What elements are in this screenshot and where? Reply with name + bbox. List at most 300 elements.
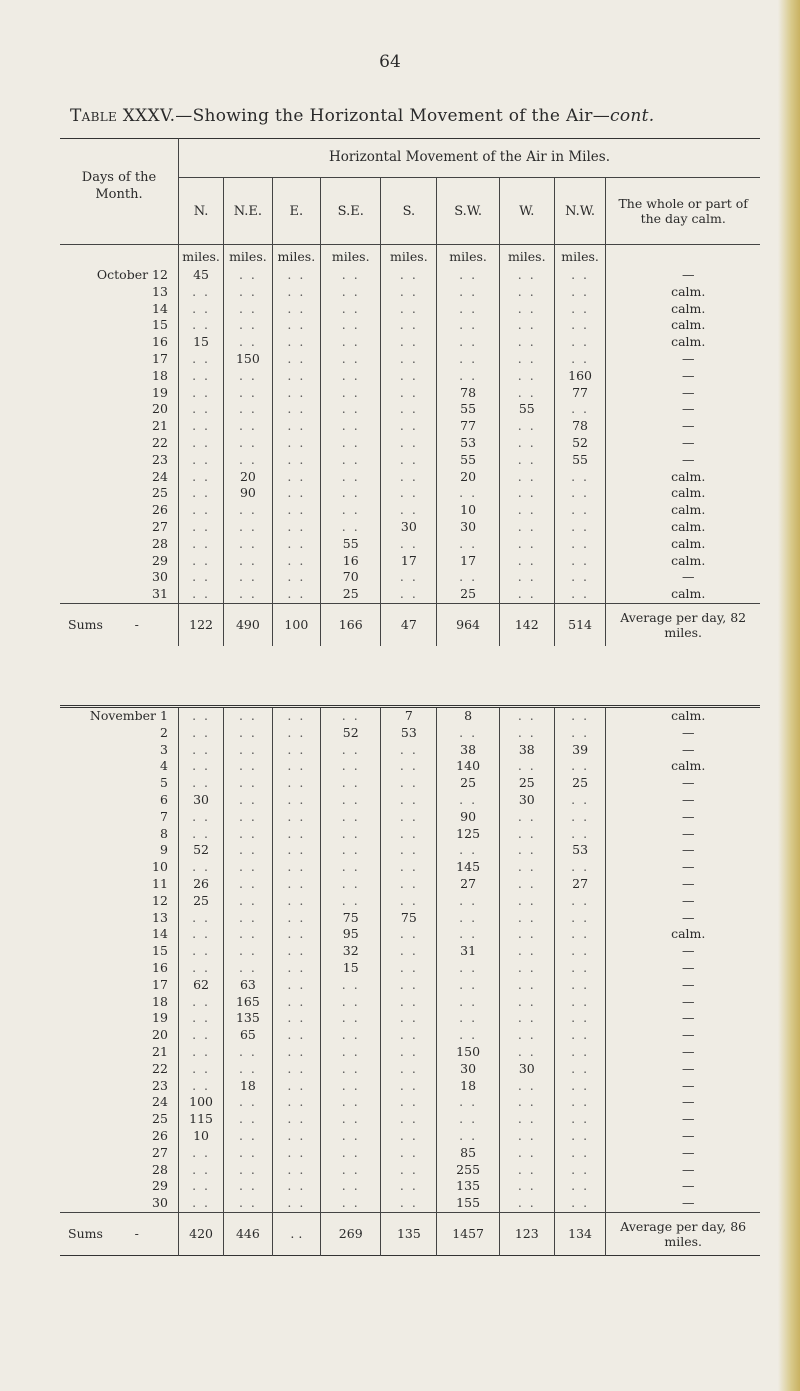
- value-cell: 30: [437, 1061, 499, 1078]
- empty-cell: . .: [272, 1094, 320, 1111]
- direction-header: N.E.: [224, 178, 272, 245]
- empty-cell: . .: [272, 960, 320, 977]
- empty-cell: . .: [272, 842, 320, 859]
- table-row: [60, 452, 760, 469]
- value-cell: 155: [437, 1195, 499, 1212]
- empty-cell: . .: [554, 284, 606, 301]
- empty-cell: . .: [321, 301, 381, 318]
- empty-cell: . .: [178, 1178, 223, 1195]
- empty-cell: . .: [499, 893, 554, 910]
- empty-cell: . .: [224, 943, 272, 960]
- day-label: 20: [152, 1027, 168, 1043]
- empty-cell: . .: [437, 960, 499, 977]
- empty-cell: . .: [554, 926, 606, 943]
- value-cell: 53: [437, 435, 499, 452]
- empty-cell: . .: [272, 859, 320, 876]
- day-label: 29: [152, 552, 168, 568]
- empty-cell: . .: [554, 469, 606, 486]
- sum-value: 269: [321, 1212, 381, 1255]
- empty-cell: . .: [381, 502, 437, 519]
- empty-cell: . .: [272, 809, 320, 826]
- empty-cell: . .: [272, 519, 320, 536]
- empty-cell: . .: [272, 1178, 320, 1195]
- calm-column-header: The whole or part of the day calm.: [606, 178, 760, 245]
- empty-cell: . .: [321, 1162, 381, 1179]
- empty-cell: . .: [554, 485, 606, 502]
- empty-cell: . .: [178, 742, 223, 759]
- empty-cell: . .: [499, 943, 554, 960]
- empty-cell: . .: [381, 469, 437, 486]
- empty-cell: . .: [381, 401, 437, 418]
- empty-cell: . .: [499, 1195, 554, 1212]
- empty-cell: . .: [381, 1078, 437, 1095]
- empty-cell: . .: [321, 707, 381, 725]
- value-cell: 78: [554, 418, 606, 435]
- calm-cell: calm.: [606, 536, 760, 553]
- calm-cell: —: [606, 960, 760, 977]
- calm-cell: —: [606, 1010, 760, 1027]
- empty-cell: . .: [178, 368, 223, 385]
- empty-cell: . .: [554, 301, 606, 318]
- value-cell: 10: [437, 502, 499, 519]
- table-row: [60, 859, 760, 876]
- empty-cell: . .: [499, 536, 554, 553]
- calm-cell: —: [606, 1044, 760, 1061]
- table-row: [60, 1111, 760, 1128]
- day-label: 9: [160, 842, 168, 858]
- empty-cell: . .: [554, 553, 606, 570]
- october-table: [60, 138, 760, 646]
- empty-cell: . .: [224, 301, 272, 318]
- day-label: 17: [152, 350, 168, 366]
- calm-cell: calm.: [606, 334, 760, 351]
- empty-cell: . .: [554, 1010, 606, 1027]
- empty-cell: . .: [381, 842, 437, 859]
- empty-cell: . .: [178, 994, 223, 1011]
- value-cell: 52: [178, 842, 223, 859]
- day-label: 22: [152, 1060, 168, 1076]
- empty-cell: . .: [321, 368, 381, 385]
- empty-cell: . .: [499, 1094, 554, 1111]
- day-label: 14: [152, 926, 168, 942]
- table-row: [60, 502, 760, 519]
- value-cell: 145: [437, 859, 499, 876]
- empty-cell: . .: [554, 1195, 606, 1212]
- empty-cell: . .: [381, 977, 437, 994]
- day-label: 2: [160, 724, 168, 740]
- empty-cell: . .: [437, 1111, 499, 1128]
- empty-cell: . .: [499, 418, 554, 435]
- empty-cell: . .: [554, 1044, 606, 1061]
- value-cell: 30: [499, 1061, 554, 1078]
- empty-cell: . .: [321, 876, 381, 893]
- value-cell: 18: [437, 1078, 499, 1095]
- value-cell: 77: [554, 385, 606, 402]
- empty-cell: . .: [499, 1078, 554, 1095]
- empty-cell: . .: [321, 859, 381, 876]
- empty-cell: . .: [437, 977, 499, 994]
- empty-cell: . .: [437, 301, 499, 318]
- value-cell: 95: [321, 926, 381, 943]
- value-cell: 30: [381, 519, 437, 536]
- empty-cell: . .: [554, 351, 606, 368]
- value-cell: 7: [381, 707, 437, 725]
- calm-cell: —: [606, 435, 760, 452]
- calm-cell: —: [606, 418, 760, 435]
- empty-cell: . .: [499, 586, 554, 603]
- unit-label: miles.: [178, 245, 223, 268]
- empty-cell: . .: [381, 994, 437, 1011]
- day-label: 30: [152, 569, 168, 585]
- empty-cell: . .: [381, 859, 437, 876]
- empty-cell: . .: [554, 519, 606, 536]
- empty-cell: . .: [321, 1178, 381, 1195]
- value-cell: 30: [499, 792, 554, 809]
- value-cell: 45: [178, 267, 223, 284]
- empty-cell: . .: [224, 284, 272, 301]
- empty-cell: . .: [554, 707, 606, 725]
- empty-cell: . .: [499, 842, 554, 859]
- calm-cell: calm.: [606, 553, 760, 570]
- value-cell: 55: [437, 401, 499, 418]
- day-label: 6: [160, 791, 168, 807]
- value-cell: 52: [321, 725, 381, 742]
- empty-cell: . .: [272, 385, 320, 402]
- table-row: [60, 284, 760, 301]
- empty-cell: . .: [554, 893, 606, 910]
- table-row: [60, 418, 760, 435]
- table-row: [60, 1061, 760, 1078]
- value-cell: 53: [381, 725, 437, 742]
- empty-cell: . .: [554, 401, 606, 418]
- empty-cell: . .: [178, 960, 223, 977]
- bottom-rule-line: [60, 1255, 760, 1260]
- empty-cell: . .: [437, 926, 499, 943]
- empty-cell: . .: [272, 775, 320, 792]
- empty-cell: . .: [224, 385, 272, 402]
- empty-cell: . .: [178, 1044, 223, 1061]
- direction-header: W.: [499, 178, 554, 245]
- day-label: 26: [152, 502, 168, 518]
- value-cell: 55: [499, 401, 554, 418]
- direction-header: S.: [381, 178, 437, 245]
- empty-cell: . .: [272, 267, 320, 284]
- empty-cell: . .: [224, 536, 272, 553]
- empty-cell: . .: [381, 792, 437, 809]
- calm-cell: —: [606, 725, 760, 742]
- direction-header: E.: [272, 178, 320, 245]
- empty-cell: . .: [381, 742, 437, 759]
- empty-cell: . .: [381, 452, 437, 469]
- empty-cell: . .: [499, 301, 554, 318]
- empty-cell: . .: [321, 1128, 381, 1145]
- empty-cell: . .: [178, 469, 223, 486]
- empty-cell: . .: [272, 826, 320, 843]
- empty-cell: . .: [499, 1162, 554, 1179]
- empty-cell: . .: [272, 334, 320, 351]
- day-label: 7: [160, 808, 168, 824]
- day-label: 28: [152, 1161, 168, 1177]
- day-label: 25: [152, 485, 168, 501]
- calm-cell: —: [606, 809, 760, 826]
- empty-cell: . .: [272, 725, 320, 742]
- value-cell: 78: [437, 385, 499, 402]
- empty-cell: . .: [272, 876, 320, 893]
- table-row: [60, 1044, 760, 1061]
- unit-label: miles.: [272, 245, 320, 268]
- calm-cell: —: [606, 385, 760, 402]
- empty-cell: . .: [437, 725, 499, 742]
- empty-cell: . .: [178, 826, 223, 843]
- empty-cell: . .: [224, 334, 272, 351]
- calm-cell: calm.: [606, 758, 760, 775]
- empty-cell: . .: [381, 368, 437, 385]
- average-per-day: Average per day, 86 miles.: [606, 1212, 760, 1255]
- value-cell: 30: [178, 792, 223, 809]
- empty-cell: . .: [554, 267, 606, 284]
- empty-cell: . .: [272, 351, 320, 368]
- table-row: [60, 334, 760, 351]
- empty-cell: . .: [178, 284, 223, 301]
- table-row: [60, 368, 760, 385]
- calm-cell: —: [606, 977, 760, 994]
- empty-cell: . .: [437, 368, 499, 385]
- empty-cell: . .: [272, 977, 320, 994]
- empty-cell: . .: [381, 485, 437, 502]
- sum-value: 166: [321, 603, 381, 646]
- calm-cell: —: [606, 826, 760, 843]
- empty-cell: . .: [499, 926, 554, 943]
- empty-cell: . .: [499, 725, 554, 742]
- empty-cell: . .: [272, 1027, 320, 1044]
- empty-cell: . .: [178, 1195, 223, 1212]
- calm-cell: —: [606, 1027, 760, 1044]
- sum-value: 446: [224, 1212, 272, 1255]
- value-cell: 65: [224, 1027, 272, 1044]
- empty-cell: . .: [499, 1178, 554, 1195]
- calm-cell: —: [606, 910, 760, 927]
- value-cell: 150: [437, 1044, 499, 1061]
- empty-cell: . .: [178, 943, 223, 960]
- empty-cell: . .: [224, 792, 272, 809]
- empty-cell: . .: [499, 994, 554, 1011]
- empty-cell: . .: [381, 826, 437, 843]
- calm-units-cell: [606, 245, 760, 268]
- value-cell: 75: [381, 910, 437, 927]
- empty-cell: . .: [437, 1094, 499, 1111]
- value-cell: 38: [499, 742, 554, 759]
- empty-cell: . .: [224, 826, 272, 843]
- calm-cell: —: [606, 943, 760, 960]
- table-row: [60, 485, 760, 502]
- empty-cell: . .: [178, 910, 223, 927]
- empty-cell: . .: [224, 1094, 272, 1111]
- empty-cell: . .: [178, 502, 223, 519]
- empty-cell: . .: [272, 707, 320, 725]
- empty-cell: . .: [224, 758, 272, 775]
- empty-cell: . .: [178, 586, 223, 603]
- empty-cell: . .: [224, 435, 272, 452]
- empty-cell: . .: [178, 519, 223, 536]
- empty-cell: . .: [321, 1145, 381, 1162]
- empty-cell: . .: [224, 569, 272, 586]
- value-cell: 70: [321, 569, 381, 586]
- sum-value: 490: [224, 603, 272, 646]
- empty-cell: . .: [321, 1195, 381, 1212]
- calm-cell: —: [606, 859, 760, 876]
- empty-cell: . .: [272, 1044, 320, 1061]
- value-cell: 255: [437, 1162, 499, 1179]
- empty-cell: . .: [321, 317, 381, 334]
- empty-cell: . .: [381, 1162, 437, 1179]
- empty-cell: . .: [224, 842, 272, 859]
- value-cell: 25: [178, 893, 223, 910]
- sums-label: Sums -: [60, 1212, 178, 1255]
- empty-cell: . .: [437, 284, 499, 301]
- calm-cell: —: [606, 994, 760, 1011]
- empty-cell: . .: [499, 809, 554, 826]
- empty-cell: . .: [224, 859, 272, 876]
- empty-cell: . .: [178, 569, 223, 586]
- day-label: 22: [152, 434, 168, 450]
- empty-cell: . .: [554, 977, 606, 994]
- empty-cell: . .: [178, 435, 223, 452]
- empty-cell: . .: [499, 452, 554, 469]
- calm-cell: —: [606, 1078, 760, 1095]
- empty-cell: . .: [381, 301, 437, 318]
- empty-cell: . .: [178, 809, 223, 826]
- calm-cell: —: [606, 351, 760, 368]
- empty-cell: . .: [321, 1027, 381, 1044]
- empty-cell: . .: [321, 758, 381, 775]
- sum-value: 123: [499, 1212, 554, 1255]
- empty-cell: . .: [381, 334, 437, 351]
- empty-cell: . .: [381, 284, 437, 301]
- day-label: 15: [152, 317, 168, 333]
- empty-cell: . .: [224, 893, 272, 910]
- calm-cell: calm.: [606, 469, 760, 486]
- table-title: [70, 106, 655, 126]
- empty-cell: . .: [321, 742, 381, 759]
- calm-cell: —: [606, 893, 760, 910]
- calm-cell: —: [606, 1162, 760, 1179]
- table-row: [60, 519, 760, 536]
- day-label: 17: [152, 976, 168, 992]
- table-row: [60, 267, 760, 284]
- bottom-rule: [60, 1255, 760, 1260]
- empty-cell: . .: [381, 385, 437, 402]
- empty-cell: . .: [499, 569, 554, 586]
- value-cell: 125: [437, 826, 499, 843]
- empty-cell: . .: [224, 1162, 272, 1179]
- direction-header: S.W.: [437, 178, 499, 245]
- empty-cell: . .: [381, 926, 437, 943]
- empty-cell: . .: [381, 418, 437, 435]
- table-row: [60, 385, 760, 402]
- value-cell: 25: [321, 586, 381, 603]
- table-row: [60, 317, 760, 334]
- average-per-day: Average per day, 82 miles.: [606, 603, 760, 646]
- table-row: [60, 826, 760, 843]
- table-row: [60, 1195, 760, 1212]
- table-row: [60, 351, 760, 368]
- sum-value: 142: [499, 603, 554, 646]
- day-label: 24: [152, 1094, 168, 1110]
- empty-cell: . .: [178, 775, 223, 792]
- value-cell: 38: [437, 742, 499, 759]
- calm-cell: —: [606, 1128, 760, 1145]
- empty-cell: . .: [381, 1145, 437, 1162]
- empty-cell: . .: [499, 876, 554, 893]
- table-row: [60, 893, 760, 910]
- day-label: 16: [152, 959, 168, 975]
- empty-cell: . .: [499, 485, 554, 502]
- value-cell: 77: [437, 418, 499, 435]
- empty-cell: . .: [178, 1145, 223, 1162]
- empty-cell: . .: [178, 418, 223, 435]
- november-table: [60, 705, 760, 1260]
- empty-cell: . .: [554, 758, 606, 775]
- calm-cell: —: [606, 1061, 760, 1078]
- table-row: [60, 1078, 760, 1095]
- empty-cell: . .: [437, 792, 499, 809]
- empty-cell: . .: [272, 435, 320, 452]
- value-cell: 90: [437, 809, 499, 826]
- day-label: 13: [152, 283, 168, 299]
- empty-cell: . .: [554, 943, 606, 960]
- day-label: 3: [160, 741, 168, 757]
- table-row: [60, 707, 760, 725]
- empty-cell: . .: [499, 977, 554, 994]
- direction-header: N.: [178, 178, 223, 245]
- empty-cell: . .: [321, 1044, 381, 1061]
- day-label: 23: [152, 1077, 168, 1093]
- table-row: [60, 876, 760, 893]
- empty-cell: . .: [224, 401, 272, 418]
- empty-cell: . .: [272, 586, 320, 603]
- calm-cell: —: [606, 569, 760, 586]
- empty-cell: . .: [224, 1128, 272, 1145]
- empty-cell: . .: [321, 994, 381, 1011]
- empty-cell: . .: [272, 401, 320, 418]
- empty-cell: . .: [321, 1061, 381, 1078]
- table-cont-label: cont.: [610, 106, 655, 126]
- table-row: [60, 401, 760, 418]
- empty-cell: . .: [554, 809, 606, 826]
- empty-cell: . .: [224, 707, 272, 725]
- empty-cell: . .: [499, 1010, 554, 1027]
- empty-cell: . .: [554, 1128, 606, 1145]
- value-cell: 25: [554, 775, 606, 792]
- empty-cell: . .: [321, 452, 381, 469]
- empty-cell: . .: [437, 485, 499, 502]
- page-edge: [778, 0, 800, 1391]
- calm-cell: —: [606, 267, 760, 284]
- empty-cell: . .: [321, 1111, 381, 1128]
- empty-cell: . .: [321, 284, 381, 301]
- empty-cell: . .: [321, 775, 381, 792]
- empty-cell: . .: [381, 569, 437, 586]
- empty-cell: . .: [178, 317, 223, 334]
- empty-cell: . .: [381, 1195, 437, 1212]
- day-label: October 12: [96, 267, 168, 282]
- empty-cell: . .: [224, 1061, 272, 1078]
- empty-cell: . .: [224, 368, 272, 385]
- day-label: 27: [152, 1144, 168, 1160]
- calm-cell: —: [606, 1145, 760, 1162]
- empty-cell: . .: [272, 569, 320, 586]
- day-label: 11: [152, 875, 168, 891]
